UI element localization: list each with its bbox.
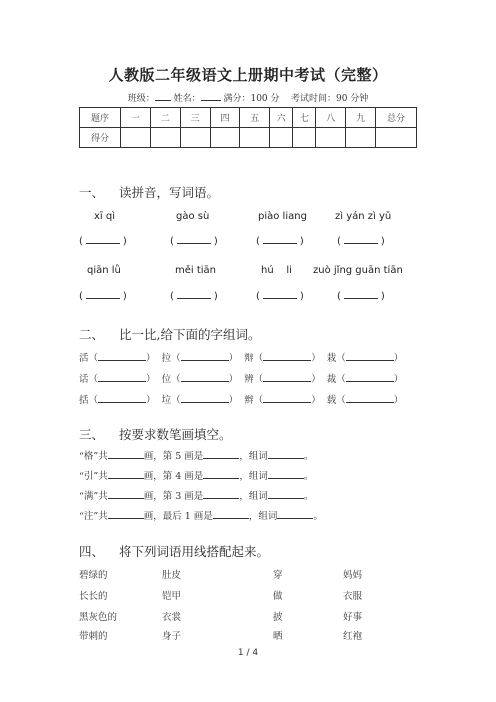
answer-blank[interactable]: ( ) (79, 291, 127, 302)
line-text: 画，第 4 画是 (143, 471, 204, 482)
fill-blank[interactable] (98, 373, 146, 382)
match-word[interactable]: 妈妈 (343, 570, 363, 581)
fill-blank[interactable] (203, 470, 239, 479)
fill-blank[interactable] (346, 352, 394, 361)
line-text: 。 (303, 451, 314, 462)
score-cell[interactable] (316, 128, 346, 148)
score-cell[interactable] (210, 128, 240, 148)
stroke-line (79, 448, 313, 462)
fill-blank[interactable] (108, 470, 144, 479)
fill-blank[interactable] (277, 510, 313, 519)
exam-info (0, 91, 496, 104)
match-word[interactable]: 肚皮 (162, 570, 182, 581)
line-text: “满”共 (79, 491, 108, 502)
pinyin-item: hú li (261, 265, 292, 276)
answer-blank[interactable]: ( ) (170, 236, 218, 247)
fill-blank[interactable] (213, 510, 249, 519)
line-text: “引”共 (79, 471, 108, 482)
fill-blank[interactable] (181, 394, 229, 403)
pinyin-item: gào sù (176, 211, 210, 222)
fill-blank[interactable] (203, 490, 239, 499)
compare-row: 话（ ） 位（ ） 辨（ ） 裁（ ） (79, 374, 404, 385)
stroke-line (79, 468, 313, 482)
score-cell[interactable] (121, 128, 151, 148)
fill-blank[interactable] (108, 490, 144, 499)
match-word[interactable]: 衣裳 (162, 612, 182, 623)
match-word[interactable]: 红袍 (343, 631, 363, 642)
match-word[interactable]: 长长的 (79, 591, 108, 602)
score-cell[interactable] (180, 128, 210, 148)
class-label: 班级： (127, 94, 155, 104)
page-title: 人教版二年级语文上册期中考试（完整） (108, 66, 388, 84)
class-blank[interactable] (155, 91, 171, 101)
char: 载 (326, 395, 337, 406)
score-head-cell: 九 (346, 108, 376, 128)
score-head-cell: 六 (270, 108, 293, 128)
line-text: 。 (303, 471, 314, 482)
exam-time: 考试时间：90 分钟 (290, 94, 369, 104)
section-number: 三、 (79, 427, 105, 442)
section-3-heading (79, 425, 232, 443)
section-number: 二、 (79, 327, 105, 342)
match-word[interactable]: 带刺的 (79, 631, 108, 642)
line-text: 。 (303, 491, 314, 502)
fill-blank[interactable] (98, 394, 146, 403)
stroke-line (79, 508, 323, 522)
char: 辩 (244, 353, 254, 364)
score-table (79, 107, 417, 148)
fill-blank[interactable] (263, 373, 311, 382)
answer-blank[interactable]: ( ) (79, 236, 127, 247)
line-text: ，组词 (248, 511, 278, 522)
fill-blank[interactable] (268, 450, 304, 459)
char: 括 (79, 395, 89, 406)
score-cell[interactable] (346, 128, 376, 148)
stroke-line (79, 488, 313, 502)
page-number: 1 / 4 (237, 648, 259, 658)
line-text: 画，第 5 画是 (143, 451, 204, 462)
section-number: 一、 (79, 185, 105, 200)
fill-blank[interactable] (108, 510, 144, 519)
pinyin-item: zì yán zì yǔ (335, 211, 392, 222)
score-head-cell: 总分 (376, 108, 417, 128)
char: 话 (79, 374, 89, 385)
score-row-label: 得分 (80, 128, 121, 148)
fill-blank[interactable] (263, 394, 311, 403)
score-cell[interactable] (293, 128, 316, 148)
compare-row: 活（ ） 拉（ ） 辩（ ） 栽（ ） (79, 353, 404, 364)
section-title: 按要求数笔画填空。 (119, 427, 232, 442)
char: 辫 (244, 395, 254, 406)
char: 辨 (244, 374, 254, 385)
score-head-cell: 题序 (80, 108, 121, 128)
match-word[interactable]: 碧绿的 (79, 570, 108, 581)
name-label: 姓名： (173, 94, 201, 104)
section-title: 读拼音，写词语。 (119, 185, 220, 200)
answer-blank[interactable]: ( ) (256, 291, 304, 302)
score-head-cell: 三 (180, 108, 210, 128)
score-cell[interactable] (150, 128, 180, 148)
score-cell[interactable] (376, 128, 417, 148)
match-word[interactable]: 穿 (273, 570, 283, 581)
line-text: ，组词 (239, 451, 268, 462)
fill-blank[interactable] (108, 450, 144, 459)
fill-blank[interactable] (346, 373, 394, 382)
answer-blank[interactable]: ( ) (337, 236, 385, 247)
char: 活 (79, 353, 89, 364)
line-text: 画，最后 1 画是 (143, 511, 213, 522)
match-word[interactable]: 好事 (343, 612, 363, 623)
section-4-heading (79, 542, 269, 560)
match-word[interactable]: 黑灰色的 (79, 612, 118, 623)
score-head-cell: 七 (293, 108, 316, 128)
char: 位 (161, 374, 172, 385)
line-text: “注”共 (79, 511, 108, 522)
score-cell[interactable] (240, 128, 270, 148)
fill-blank[interactable] (268, 490, 304, 499)
score-head-cell: 二 (150, 108, 180, 128)
line-text: “格”共 (79, 451, 108, 462)
match-word[interactable]: 铠甲 (162, 591, 182, 602)
pinyin-item: piào liang (258, 211, 307, 222)
compare-row: 括（ ） 垃（ ） 辫（ ） 载（ ） (79, 395, 404, 406)
match-word[interactable]: 晒 (273, 631, 283, 642)
line-text: 。 (313, 511, 323, 522)
fill-blank[interactable] (98, 352, 146, 361)
match-word[interactable]: 衣服 (343, 591, 363, 602)
line-text: ，组词 (239, 491, 268, 502)
fill-blank[interactable] (181, 373, 229, 382)
score-table-score-row (80, 128, 417, 148)
score-head-cell: 八 (316, 108, 346, 128)
pinyin-item: zuò jǐng guān tiān (313, 265, 403, 276)
name-blank[interactable] (201, 91, 221, 101)
answer-blank[interactable]: ( ) (256, 236, 304, 247)
fill-blank[interactable] (263, 352, 311, 361)
score-cell[interactable] (270, 128, 293, 148)
score-head-cell: 四 (210, 108, 240, 128)
section-2-heading (79, 325, 260, 343)
match-word[interactable]: 做 (273, 591, 283, 602)
pinyin-item: měi tiān (175, 265, 217, 276)
pinyin-item: xī qì (94, 211, 116, 222)
score-head-cell: 五 (240, 108, 270, 128)
answer-blank[interactable]: ( ) (170, 291, 218, 302)
answer-blank[interactable]: ( ) (337, 291, 385, 302)
pinyin-item: qiān lǜ (87, 265, 121, 276)
match-word[interactable]: 身子 (162, 631, 182, 642)
full-score: 满分：100 分 (223, 94, 280, 104)
fill-blank[interactable] (346, 394, 394, 403)
char: 垃 (161, 395, 172, 406)
section-1-heading (79, 183, 219, 201)
char: 栽 (326, 353, 337, 364)
section-title: 比一比,给下面的字组词。 (119, 327, 261, 342)
fill-blank[interactable] (181, 352, 229, 361)
section-title: 将下列词语用线搭配起来。 (119, 544, 270, 559)
line-text: ，组词 (239, 471, 268, 482)
score-head-cell: 一 (121, 108, 151, 128)
fill-blank[interactable] (268, 470, 304, 479)
char: 裁 (326, 374, 337, 385)
match-word[interactable]: 披 (273, 612, 283, 623)
char: 拉 (161, 353, 172, 364)
fill-blank[interactable] (203, 450, 239, 459)
line-text: 画，第 3 画是 (143, 491, 204, 502)
score-table-head-row (80, 108, 417, 128)
section-number: 四、 (79, 544, 105, 559)
